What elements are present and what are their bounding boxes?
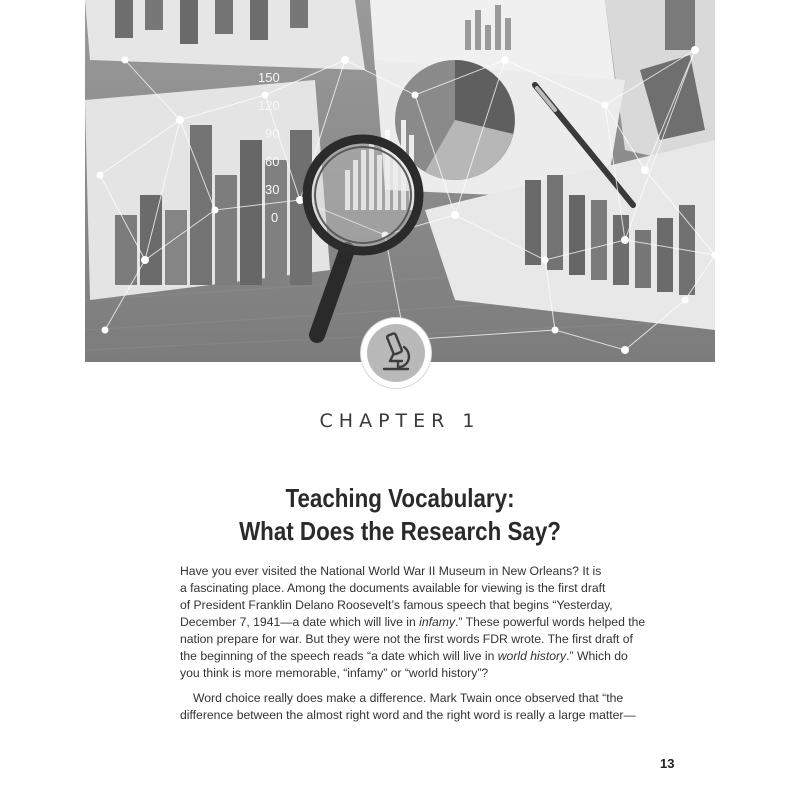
svg-text:30: 30 <box>265 182 280 197</box>
text-segment: Word choice really does make a difference. Mark Twain once observed that “the <box>193 691 624 705</box>
hero-image <box>85 0 715 362</box>
text-line <box>180 665 625 682</box>
text-segment: of President Franklin Delano Roosevelt’s famous speech that begins “Yesterday, <box>180 598 613 612</box>
chapter-label: CHAPTER 1 <box>319 410 481 432</box>
svg-text:120: 120 <box>258 98 280 113</box>
body-paragraph <box>180 690 636 724</box>
svg-text:0: 0 <box>271 210 279 225</box>
text-segment: .” Which do <box>566 649 628 663</box>
text-segment: Have you ever visited the National World War II Museum in New Orleans? It is <box>180 564 602 578</box>
text-line <box>180 648 628 665</box>
svg-text:150: 150 <box>258 70 280 85</box>
text-segment: nation prepare for war. But they were not the first words FDR wrote. The first draft of <box>180 632 633 646</box>
svg-text:90: 90 <box>265 126 280 141</box>
text-segment: December 7, 1941—a date which will live in <box>180 615 420 629</box>
body-text <box>180 563 646 724</box>
text-line <box>180 631 633 648</box>
text-segment: a fascinating place. Among the documents available for viewing is the first draft <box>180 581 606 595</box>
page-number: 13 <box>660 756 675 771</box>
text-line <box>180 690 625 707</box>
body-paragraph <box>180 563 646 682</box>
page-title <box>56 482 744 548</box>
text-line <box>180 597 625 614</box>
text-segment: difference between the almost right word and the right word is really a large matter— <box>180 708 636 722</box>
text-segment: the beginning of the speech reads “a date which will live in <box>180 649 498 663</box>
text-line <box>180 563 625 580</box>
microscope-icon <box>376 331 416 375</box>
chapter-badge <box>361 318 431 388</box>
text-line <box>180 580 625 597</box>
text-line <box>180 707 636 724</box>
italic-term: world history <box>497 649 567 663</box>
hero-illustration <box>85 0 715 362</box>
italic-term: infamy <box>419 615 456 629</box>
text-segment: you think is more memorable, “infamy” or “world history”? <box>180 666 489 680</box>
text-line <box>180 614 646 631</box>
svg-text:60: 60 <box>265 154 280 169</box>
text-segment: .” These powerful words helped the <box>455 615 646 629</box>
title-line-1: Teaching Vocabulary: <box>285 483 515 513</box>
title-line-2: What Does the Research Say? <box>239 516 561 546</box>
